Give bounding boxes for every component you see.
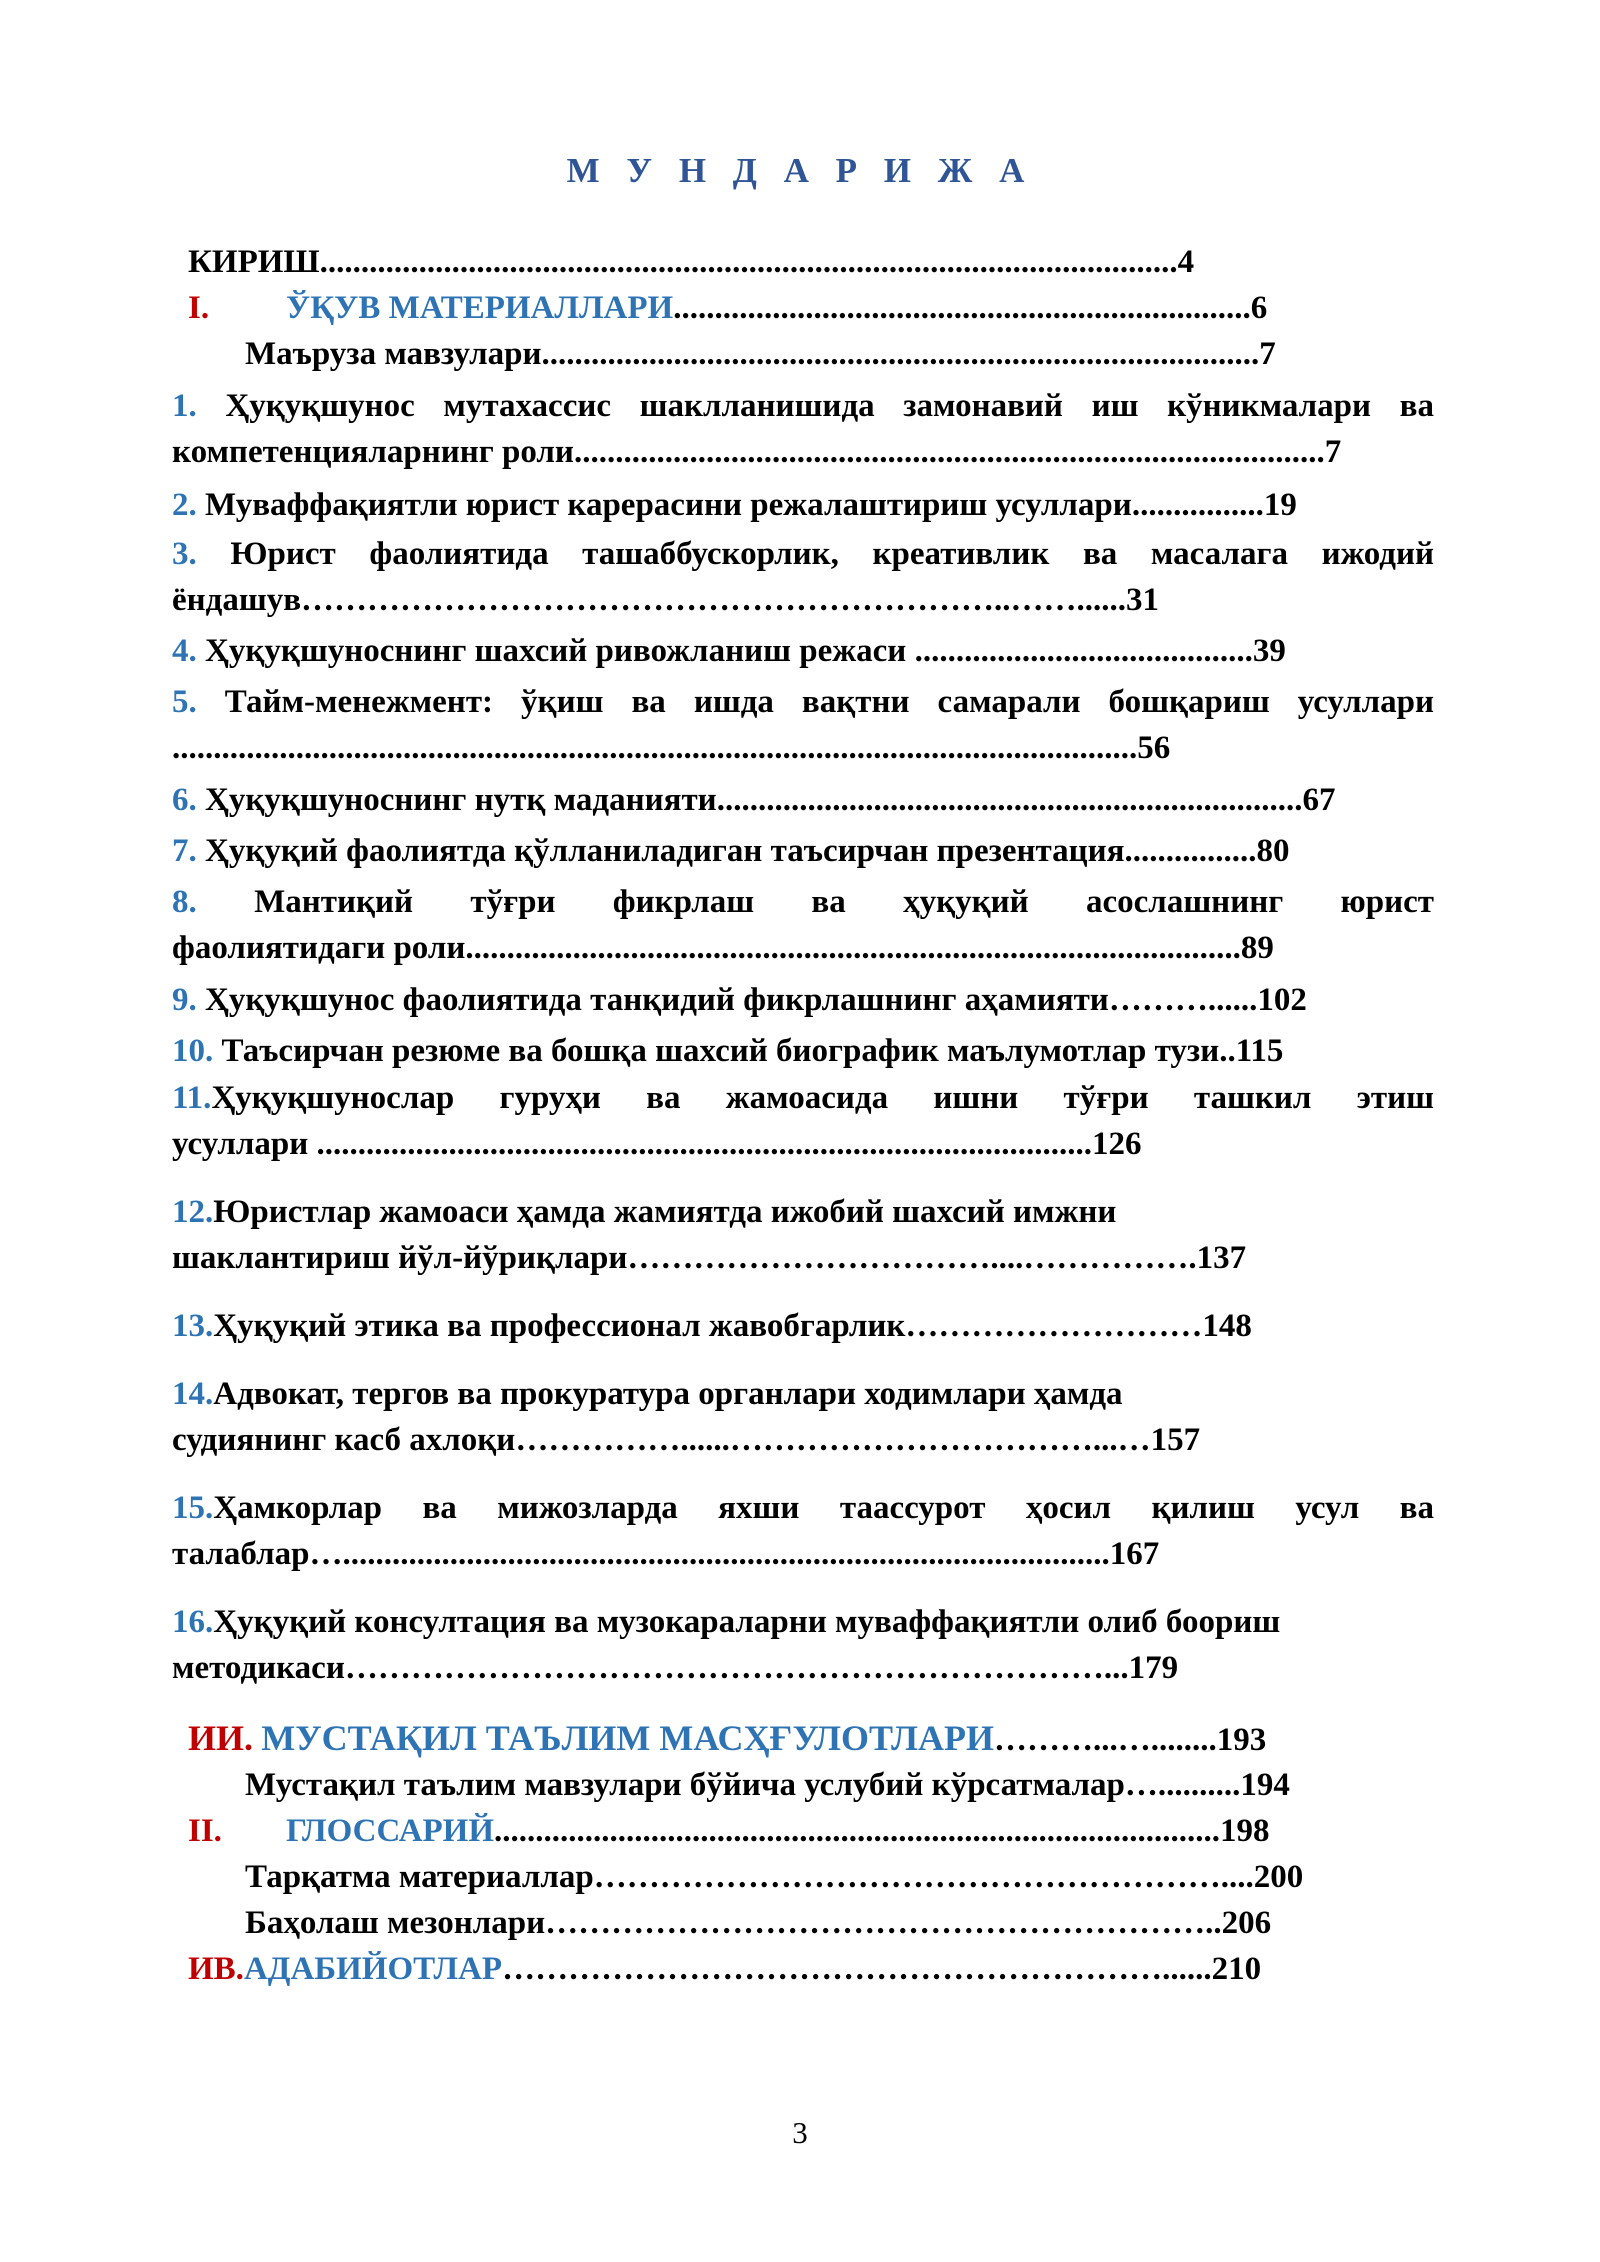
item-title: Ҳуқуқшунос фаолиятида танқидий фикрлашнинг аҳамияти bbox=[205, 982, 1109, 1018]
item-number: 15. bbox=[172, 1490, 214, 1526]
toc-label: Баҳолаш мезонлари bbox=[245, 1905, 546, 1941]
toc-page: 210 bbox=[1211, 1951, 1262, 1987]
item-title-cont: талаблар bbox=[172, 1536, 310, 1572]
toc-page: 206 bbox=[1221, 1905, 1272, 1941]
item-title-cont: компетенцияларнинг роли bbox=[172, 434, 574, 470]
item-number: 12. bbox=[172, 1194, 214, 1230]
item-number: 16. bbox=[172, 1604, 214, 1640]
item-title: Ҳуқуқшуноснинг шахсий ривожланиш режаси bbox=[205, 633, 907, 669]
toc-dots: ........................................................................................ bbox=[494, 1813, 1221, 1849]
item-title: Таъсирчан резюме ва бошқа шахсий биографик маълумотлар тузи bbox=[221, 1033, 1220, 1069]
toc-page: 39 bbox=[1252, 633, 1286, 669]
toc-page: 193 bbox=[1216, 1722, 1267, 1758]
toc-item-7[interactable] bbox=[172, 828, 1434, 874]
toc-page: 115 bbox=[1235, 1033, 1284, 1069]
toc-page: 4 bbox=[1177, 244, 1195, 280]
section-label: МУСТАҚИЛ ТАЪЛИМ МАСҲҒУЛОТЛАРИ bbox=[261, 1718, 994, 1758]
item-title: Ҳуқуқшуноснинг нутқ маданияти bbox=[205, 782, 717, 818]
toc-entry-section-1[interactable] bbox=[188, 285, 1434, 331]
toc-dots: ….......... bbox=[1124, 1767, 1241, 1803]
toc-dots: ................ bbox=[1124, 833, 1257, 869]
item-number: 2. bbox=[172, 487, 197, 523]
item-title: Муваффақиятли юрист карерасини режалаштириш усуллари bbox=[205, 487, 1132, 523]
toc-item-14-line1[interactable] bbox=[172, 1371, 1434, 1417]
toc-dots: ……………………………………………………………... bbox=[344, 1650, 1129, 1686]
toc-page: 167 bbox=[1109, 1536, 1160, 1572]
toc-item-4[interactable] bbox=[172, 628, 1434, 674]
toc-entry-glossary[interactable] bbox=[188, 1808, 1434, 1854]
toc-item-11-line2[interactable] bbox=[172, 1121, 1434, 1167]
toc-item-3-line2[interactable] bbox=[172, 577, 1434, 623]
item-title-cont: методикаси bbox=[172, 1650, 345, 1686]
item-title: Ҳуқуқий консултация ва музокараларни муваффақиятли олиб боориш bbox=[213, 1604, 1281, 1640]
toc-page: 31 bbox=[1126, 582, 1160, 618]
toc-item-16-line2[interactable] bbox=[172, 1645, 1434, 1691]
section-roman: ИВ. bbox=[188, 1951, 244, 1987]
item-number: 1. bbox=[172, 388, 197, 424]
item-number: 13. bbox=[172, 1308, 214, 1344]
toc-dots: ………...…........ bbox=[994, 1722, 1217, 1758]
item-number: 4. bbox=[172, 633, 197, 669]
toc-dots: ……………………… bbox=[905, 1308, 1203, 1344]
item-number: 10. bbox=[172, 1033, 214, 1069]
toc-item-5-line2[interactable] bbox=[172, 725, 1434, 771]
toc-item-9[interactable] bbox=[172, 977, 1434, 1023]
toc-item-6[interactable] bbox=[172, 777, 1434, 823]
toc-dots: ……………......……………………………...… bbox=[515, 1422, 1151, 1458]
toc-label: Мустақил таълим мавзулари бўйича услубий кўрсатмалар bbox=[245, 1767, 1125, 1803]
toc-entry-independent-guidelines[interactable] bbox=[245, 1762, 1434, 1808]
item-title: Ҳуқуқий фаолиятда қўлланиладиган таъсирчан презентация bbox=[205, 833, 1125, 869]
item-number: 5. bbox=[172, 684, 197, 720]
item-number: 9. bbox=[172, 982, 197, 1018]
toc-dots: ........................................................................................... bbox=[573, 434, 1325, 470]
toc-dots: ................ bbox=[1131, 487, 1264, 523]
item-number: 3. bbox=[172, 536, 197, 572]
item-number: 14. bbox=[172, 1376, 214, 1412]
toc-item-13[interactable] bbox=[172, 1303, 1434, 1349]
toc-item-5-line1[interactable] bbox=[172, 679, 1434, 725]
item-title: Юристлар жамоаси ҳамда жамиятда ижобий шахсий имжни bbox=[213, 1194, 1117, 1230]
toc-label: Тарқатма материаллар bbox=[245, 1859, 594, 1895]
item-title-cont: усуллари bbox=[172, 1126, 317, 1162]
toc-item-10[interactable] bbox=[172, 1028, 1434, 1074]
toc-entry-lectures[interactable] bbox=[245, 331, 1434, 377]
toc-item-12-line2[interactable] bbox=[172, 1235, 1434, 1281]
toc-dots: …............................................................................................. bbox=[309, 1536, 1110, 1572]
section-roman: II. bbox=[188, 1813, 222, 1849]
item-title-cont: фаолиятидаги роли bbox=[172, 930, 466, 966]
toc-dots: .............................................................................................. bbox=[316, 1126, 1093, 1162]
toc-page: 89 bbox=[1240, 930, 1274, 966]
toc-page: 67 bbox=[1302, 782, 1336, 818]
item-title: Ҳуқуқшунослар гуруҳи ва жамоасида ишни тўғри ташкил этиш bbox=[211, 1080, 1434, 1116]
toc-dots: ....................................................................................... bbox=[541, 336, 1260, 372]
toc-item-14-line2[interactable] bbox=[172, 1417, 1434, 1463]
item-title: Ҳуқуқий этика ва профессионал жавобгарлик bbox=[213, 1308, 906, 1344]
item-number: 11. bbox=[172, 1080, 212, 1116]
toc-page: 194 bbox=[1240, 1767, 1290, 1803]
toc-page: 198 bbox=[1220, 1813, 1270, 1849]
toc-dots: .. bbox=[1219, 1033, 1236, 1069]
toc-dots: .............................................................................................. bbox=[465, 930, 1241, 966]
toc-page: 6 bbox=[1250, 290, 1268, 326]
toc-item-12-line1[interactable] bbox=[172, 1189, 1434, 1235]
item-title-cont: шаклантириш йўл-йўриқлари bbox=[172, 1240, 628, 1276]
toc-item-1-line2[interactable] bbox=[172, 429, 1434, 475]
toc-label: КИРИШ bbox=[188, 244, 320, 280]
toc-page: 80 bbox=[1256, 833, 1290, 869]
toc-item-3-line1[interactable] bbox=[172, 531, 1434, 577]
toc-item-11-line1[interactable] bbox=[172, 1075, 1434, 1121]
page-title: М У Н Д А Р И Ж А bbox=[566, 151, 1034, 190]
item-title: Ҳуқуқшунос мутахассис шаклланишида замонавий иш кўникмалари ва bbox=[225, 388, 1435, 424]
section-label: ЎҚУВ МАТЕРИАЛЛАРИ bbox=[286, 290, 674, 326]
toc-dots: ………………………………………………….... bbox=[593, 1859, 1254, 1895]
toc-dots: ..................................................................................................................... bbox=[172, 730, 1138, 766]
toc-dots: ........................................................................................................ bbox=[319, 244, 1178, 280]
toc-dots: ……………………………………………………...... bbox=[502, 1951, 1212, 1987]
toc-entry-assessment[interactable] bbox=[245, 1900, 1434, 1946]
toc-page: 157 bbox=[1150, 1422, 1201, 1458]
toc-page: 56 bbox=[1137, 730, 1171, 766]
toc-dots: …………………………………………………….. bbox=[545, 1905, 1222, 1941]
item-title-cont: судиянинг касб ахлоқи bbox=[172, 1422, 516, 1458]
section-roman: I. bbox=[188, 290, 210, 326]
item-title: Мантиқий тўғри фикрлаш ва ҳуқуқий асослашнинг юрист bbox=[254, 884, 1435, 920]
toc-dots: ....................................................................... bbox=[716, 782, 1303, 818]
toc-entry-handouts[interactable] bbox=[245, 1854, 1434, 1900]
item-title: Адвокат, тергов ва прокуратура органлари ходимлари ҳамда bbox=[213, 1376, 1123, 1412]
page-number: 3 bbox=[792, 2115, 808, 2150]
section-roman: ИИ. bbox=[188, 1718, 254, 1758]
section-label: ГЛОССАРИЙ bbox=[286, 1813, 495, 1849]
toc-page: 148 bbox=[1202, 1308, 1252, 1344]
toc-page: 126 bbox=[1092, 1126, 1142, 1162]
toc-item-8-line2[interactable] bbox=[172, 925, 1434, 971]
toc-page: 102 bbox=[1257, 982, 1307, 1018]
toc-item-2[interactable] bbox=[172, 482, 1434, 528]
toc-dots: ...................................................................... bbox=[673, 290, 1251, 326]
toc-page: 19 bbox=[1263, 487, 1297, 523]
toc-page: 7 bbox=[1324, 434, 1342, 470]
toc-dots: ……………………………....…………… bbox=[627, 1240, 1189, 1276]
toc-item-1-line1[interactable] bbox=[172, 383, 1434, 429]
toc-page: 7 bbox=[1259, 336, 1276, 372]
item-number: 8. bbox=[172, 884, 197, 920]
toc-page: 179 bbox=[1128, 1650, 1179, 1686]
toc-page: 200 bbox=[1253, 1859, 1304, 1895]
toc-dots: ………...... bbox=[1108, 982, 1258, 1018]
item-title: Юрист фаолиятида ташаббускорлик, креативлик ва масалага ижодий bbox=[230, 536, 1434, 572]
item-number: 7. bbox=[172, 833, 197, 869]
toc-item-15-line2[interactable] bbox=[172, 1531, 1434, 1577]
toc-entry-literature[interactable] bbox=[188, 1946, 1434, 1992]
toc-item-8-line1[interactable] bbox=[172, 879, 1434, 925]
toc-entry-intro[interactable] bbox=[188, 239, 1434, 285]
toc-label: Маъруза мавзулари bbox=[245, 336, 542, 372]
item-number: 6. bbox=[172, 782, 197, 818]
toc-page: .137 bbox=[1188, 1240, 1247, 1276]
item-title-cont: ёндашув bbox=[172, 582, 302, 618]
section-label: АДАБИЙОТЛАР bbox=[243, 1951, 503, 1987]
toc-dots: ………………………………………………………..……...... bbox=[301, 582, 1127, 618]
toc-item-15-line1[interactable] bbox=[172, 1485, 1434, 1531]
item-title: Ҳамкорлар ва мижозларда яхши таассурот ҳосил қилиш усул ва bbox=[213, 1490, 1434, 1526]
toc-item-16-line1[interactable] bbox=[172, 1599, 1434, 1645]
toc-dots: ......................................... bbox=[906, 633, 1253, 669]
item-title: Тайм-менежмент: ўқиш ва ишда вақтни самарали бошқариш усуллари bbox=[224, 684, 1435, 720]
toc-entry-section-2[interactable] bbox=[188, 1715, 1434, 1763]
